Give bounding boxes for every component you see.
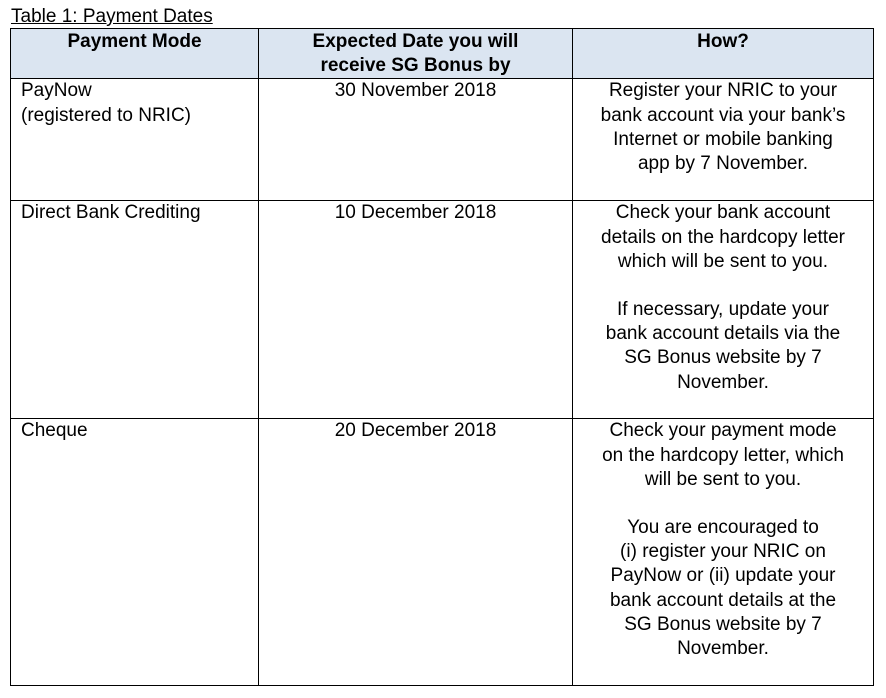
header-payment-mode: [11, 29, 259, 79]
payment-dates-table: [10, 28, 874, 686]
expected-date-text: 10 December 2018: [334, 202, 497, 224]
payment-mode-text: Cheque: [21, 420, 88, 442]
table-row: [11, 419, 874, 686]
payment-mode-text: Direct Bank Crediting: [21, 202, 201, 224]
header-how: [573, 29, 874, 79]
cell-expected-date: [259, 79, 573, 201]
expected-date-text: 20 December 2018: [334, 420, 497, 442]
header-how-text: How?: [697, 31, 749, 52]
cell-expected-date: [259, 419, 573, 686]
payment-mode-text: PayNow (registered to NRIC): [21, 80, 191, 126]
table-caption: Table 1: Payment Dates: [11, 6, 213, 27]
how-paragraph: Register your NRIC to your bank account via your bank’s Internet or mobile banking app by 7 November.: [600, 80, 846, 175]
cell-payment-mode: [11, 201, 259, 419]
header-expected-date: [259, 29, 573, 79]
how-paragraph: Check your payment mode on the hardcopy letter, which will be sent to you.: [602, 420, 844, 490]
table-header-row: [11, 29, 874, 79]
cell-how: [573, 79, 874, 201]
header-payment-mode-text: Payment Mode: [67, 31, 202, 52]
expected-date-text: 30 November 2018: [334, 80, 497, 102]
cell-payment-mode: [11, 419, 259, 686]
cell-expected-date: [259, 201, 573, 419]
how-paragraph: Check your bank account details on the hardcopy letter which will be sent to you.: [601, 202, 845, 272]
table-row: [11, 79, 874, 201]
cell-payment-mode: [11, 79, 259, 201]
header-expected-date-text: Expected Date you will receive SG Bonus by: [312, 31, 519, 77]
how-paragraph: If necessary, update your bank account details via the SG Bonus website by 7 November.: [605, 299, 841, 393]
table-row: [11, 201, 874, 419]
cell-how: [573, 419, 874, 686]
cell-how: [573, 201, 874, 419]
how-paragraph: You are encouraged to (i) register your NRIC on PayNow or (ii) update your bank account details at the SG Bonus website by 7 November.: [609, 517, 837, 660]
